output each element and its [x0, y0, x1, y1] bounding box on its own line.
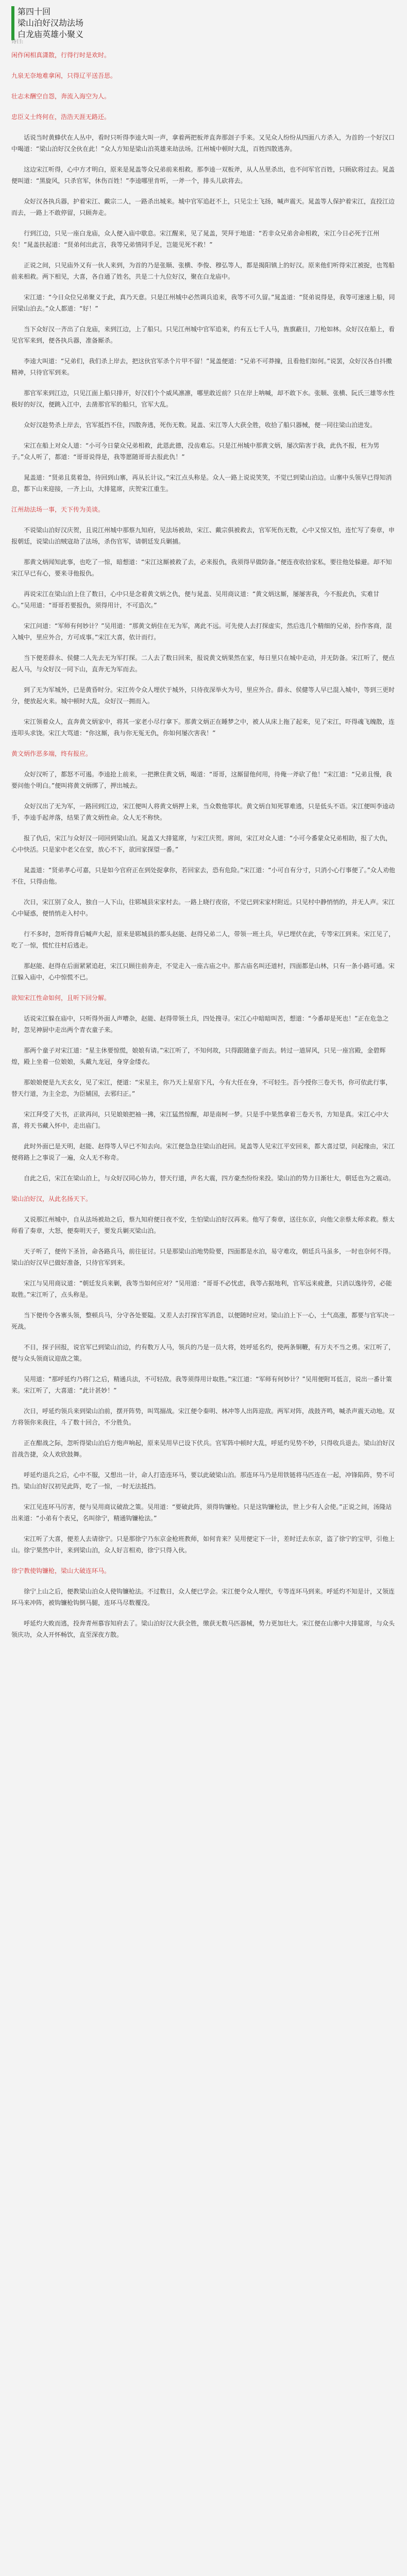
article-paragraph: 众好汉各执兵器，护着宋江、戴宗二人，一路杀出城来。城中官军追赶不上，只见尘土飞扬，喊声震天。晁盖等人保护着宋江，直投江边而去，一路上不敢停留，只顾奔走。	[11, 198, 395, 216]
article-paragraph: 众好汉听了，都怒不可遏。李逵抢上前来，一把揪住黄文炳，喝道：“哥哥，这厮留他何用，待俺一斧砍了他！”宋江道：“兄弟且慢，我要问他个明白。”便叫将黄文炳绑了，押出城去。	[11, 771, 392, 789]
article-paragraph: 呼延灼退兵之后，心中不服，又想出一计，命人打造连环马，要以此破梁山泊。那连环马乃是用铁链将马匹连在一起，冲锋陷阵，势不可挡。梁山泊好汉初见此阵，吃了一惊，一时无法抵挡。	[11, 1471, 395, 1490]
article-paragraph: 正在酣战之际，忽听得梁山泊后方炮声响起，原来吴用早已设下伏兵。官军阵中顿时大乱，呼延灼见势不妙，只得收兵退去。梁山泊好汉首战告捷，众人欢欣鼓舞。	[11, 1439, 395, 1458]
article-paragraph: 到了无为军城外，已是黄昏时分。宋江传令众人埋伏于城外，只待夜深举火为号，里应外合。薛永、侯健等人早已混入城中，等到三更时分，便放起火来。城中顿时大乱，众好汉一拥而入。	[11, 686, 395, 705]
article-paragraph: 当下便差薛永、侯健二人先去无为军打探。二人去了数日回来，报说黄文炳果然在家，每日里只在城中走动，并无防备。宋江听了，便点起人马，与众好汉一同下山，直奔无为军而去。	[11, 654, 395, 673]
article-meta: 诗曰:	[11, 39, 24, 45]
article-paragraph: 宋江在船上对众人道：“小可今日蒙众兄弟相救，此恩此德，没齿难忘。只是江州城中那黄文炳，屡次陷害于我，此仇不报，枉为男子。”众人听了，都道：“哥哥说得是，我等愿随哥哥去报此仇！”	[11, 442, 380, 461]
article-paragraph: 自此之后，宋江在梁山泊上，与众好汉同心协力，替天行道，声名大震，四方豪杰纷纷来投。梁山泊的势力日渐壮大，朝廷也为之震动。	[24, 1175, 395, 1182]
article-paragraph: 次日，宋江别了众人，独自一人下山，往郓城县宋家村去。一路上晓行夜宿，不觉已到宋家村附近。只见村中静悄悄的，并无人声。宋江心中疑惑，便悄悄走入村中。	[11, 899, 395, 917]
highlighted-verse: 闲作闲相真潇散，行得行时是欢时。	[11, 52, 111, 59]
article-paragraph: 李逵大叫道：“兄弟们，我们杀上岸去，把这伙官军杀个片甲不留！”晁盖便道：“兄弟不可莽撞，且看他们如何。”说罢，众好汉各自抖擞精神，只待官军到来。	[11, 358, 392, 376]
highlighted-verse: 江州劫法场一事，天下传为美谈。	[11, 506, 105, 513]
article-paragraph: 晁盖道：“贤弟孝心可嘉，只是如今官府正在到处捉拿你，若回家去，恐有危险。”宋江道：“小可自有分寸，只消小心行事便了。”众人劝他不住，只得由他。	[11, 867, 395, 885]
highlighted-verse: 忠臣义士终何在，浩浩天涯无路还。	[11, 113, 111, 121]
article-paragraph: 宋江拜受了天书，正欲再问，只见娘娘把袖一拂，宋江猛然惊醒，却是南柯一梦。只是手中果然拿着三卷天书，方知是真。宋江心中大喜，将天书藏入怀中，走出庙门。	[11, 1111, 389, 1129]
article-paragraph: 话说宋江躲在庙中，只听得外面人声嘈杂，赵能、赵得带领土兵，四处搜寻。宋江心中暗暗叫苦，想道：“今番却是死也！”正在危急之时，忽见神厨中走出两个青衣童子来。	[11, 1015, 389, 1033]
article-paragraph: 那娘娘便是九天玄女，见了宋江，便道：“宋星主，你乃天上星宿下凡，今有大任在身，不可轻生。吾今授你三卷天书，你可依此行事，替天行道，为主全忠，为臣辅国，去邪归正。”	[11, 1079, 392, 1097]
article-paragraph: 晁盖道：“贤弟且莫着急，待回到山寨，再从长计议。”宋江点头称是。众人一路上说说笑笑，不觉已到梁山泊边。山寨中头领早已得知消息，都下山来迎接，一齐上山，大排筵席，庆贺宋江重生。	[11, 474, 392, 493]
article-body	[11, 49, 396, 1650]
article-paragraph: 宋江见连环马厉害，便与吴用商议破敌之策。吴用道：“要破此阵，须得钩镰枪。只是这钩镰枪法，世上少有人会使。”正说之间，汤隆站出来道：“小弟有个表兄，名叫徐宁，精通钩镰枪法。”	[11, 1503, 392, 1522]
article-paragraph: 呼延灼大败而逃，投奔青州慕容知府去了。梁山泊好汉大获全胜，缴获无数马匹器械，势力更加壮大。宋江便在山寨中大排筵席，与众头领庆功，众人开怀畅饮，直至深夜方散。	[11, 1620, 395, 1638]
article-paragraph: 当下便传令各寨头领，整顿兵马，分守各处要隘。又差人去打探官军消息，以便随时应对。梁山泊上下一心，士气高涨，都要与官军决一死战。	[11, 1312, 395, 1330]
article-paragraph: 行到江边，只见一座白龙庙，众人便入庙中歇息。宋江醒来，见了晁盖，哭拜于地道：“若非众兄弟舍命相救，宋江今日必死于江州矣！”晁盖扶起道：“贤弟何出此言，我等兄弟情同手足，岂能见死不救！”	[11, 230, 380, 248]
highlighted-verse: 壮志未酬空自怨，奔流入海空为人。	[11, 93, 111, 100]
highlighted-verse: 黄文炳作恶多端，终有报应。	[11, 750, 92, 757]
article-paragraph: 这边宋江听得，心中方才明白，原来是晁盖等众兄弟前来相救。那李逵一双板斧，从人丛里杀出，也不问军官百姓，只顾砍将过去。晁盖便叫道：“黑旋风，只杀官军，休伤百姓！”李逵哪里肯听，一斧一个，排头儿砍将去。	[11, 166, 395, 184]
article-paragraph: 天子听了，便传下圣旨，命各路兵马，前往征讨。只是那梁山泊地势险要，四面都是水泊，易守难攻，朝廷兵马虽多，一时也奈何不得。梁山泊好汉早已做好准备，只待官军到来。	[11, 1248, 395, 1266]
article-paragraph: 话说当时黄蜂伏在人丛中，看时只听得李逵大叫一声，拿着两把板斧直奔那刽子手来。又见众人纷纷从四面八方杀入，为首的一个好汉口中喝道：“梁山泊好汉全伙在此！”众人方知是梁山泊英雄来劫法场。江州城中顿时大乱，百姓四散逃奔。	[11, 134, 395, 152]
article-paragraph: 宋江听了大喜，便差人去请徐宁。只是那徐宁乃东京金枪班教师，如何肯来？吴用便定下一计，差时迁去东京，盗了徐宁的宝甲，引他上山。徐宁果然中计，来到梁山泊，众人好言相劝，徐宁只得入伙。	[11, 1535, 395, 1554]
article-paragraph: 行不多时，忽听得背后喊声大起，原来是郓城县的都头赵能、赵得兄弟二人，带领一班土兵，早已埋伏在此，专等宋江到来。宋江见了，吃了一惊，慌忙往村后逃走。	[11, 930, 395, 949]
article-paragraph: 当下众好汉一齐出了白龙庙，来到江边，上了船只。只见江州城中官军追来，约有五七千人马，旌旗蔽日，刀枪如林。众好汉在船上，看见官军来到，便各执兵器，准备厮杀。	[11, 326, 395, 344]
highlighted-verse: 九泉无奈地难拿闲，只得辽平送吾思。	[11, 72, 117, 79]
article-paragraph: 此时外面已是天明，赵能、赵得等人早已不知去向。宋江便急急往梁山泊赶回。晁盖等人见宋江平安回来，都大喜过望，问起缘由，宋江便将路上之事说了一遍，众人无不称奇。	[11, 1143, 395, 1161]
article-paragraph: 宋江领着众人，直奔黄文炳家中，将其一家老小尽行拿下。那黄文炳正在睡梦之中，被人从床上拖了起来，见了宋江，吓得魂飞魄散，连连叩头求饶。宋江大骂道：“你这厮，我与你无冤无仇，你如何屡次害我！”	[11, 718, 395, 737]
article-paragraph: 宋江问道：“军师有何妙计？”吴用道：“那黄文炳住在无为军，离此不远。可先使人去打探虚实，然后选几个精细的兄弟，扮作客商，混入城中，里应外合，方可成事。”宋江大喜，依计而行。	[11, 622, 392, 641]
article-paragraph: 正说之间，只见庙外又有一伙人来到，为首的乃是张顺、张横、李俊、穆弘等人，都是揭阳镇上的好汉。原来他们听得宋江被捉，也驾船前来相救。两下相见，大喜，各自通了姓名，共是二十九位好汉，聚在白龙庙中。	[11, 262, 395, 280]
chapter-title-line-1: 梁山泊好汉劫法场	[18, 18, 84, 28]
highlighted-verse: 徐宁教使钩镰枪，梁山大破连环马。	[11, 1567, 111, 1574]
article-paragraph: 报了仇后，宋江与众好汉一同回到梁山泊。晁盖又大排筵席，与宋江庆贺。席间，宋江对众人道：“小可今番蒙众兄弟相助，报了大仇，心中快活。只是家中老父在堂，放心不下，欲回家探望一番。”	[11, 835, 392, 853]
article-paragraph: 那赵能、赵得在后面紧紧追赶，宋江只顾往前奔走，不觉走入一座古庙之中。那古庙名叫还道村，四面都是山林，只有一条小路可通。宋江躲入庙中，心中惊慌不已。	[11, 962, 395, 981]
article-paragraph: 那两个童子对宋江道：“星主休要惊慌，娘娘有请。”宋江听了，不知何故，只得跟随童子而去。转过一道屏风，只见一座宫殿，金碧辉煌，殿上坐着一位娘娘，头戴九龙冠，身穿金缕衣。	[11, 1047, 386, 1065]
article-paragraph: 不日，探子回报，说官军已到梁山泊边，约有数万人马，领兵的乃是一员大将，姓呼延名灼，使两条铜鞭，有万夫不当之勇。宋江听了，便与众头领商议迎敌之策。	[11, 1344, 395, 1362]
article-paragraph: 再说宋江在梁山泊上住了数日，心中只是念着黄文炳之仇，便与晁盖、吴用商议道：“黄文炳这厮，屡屡害我，今不报此仇，实难甘心。”吴用道：“哥哥若要报仇，须得用计，不可造次。”	[11, 590, 380, 609]
article-paragraph: 又说那江州城中，自从法场被劫之后，蔡九知府便日夜不安，生怕梁山泊好汉再来。他写了奏章，送往东京，向他父亲蔡太师求救。蔡太师看了奏章，大怒，便奏明天子，要发兵剿灭梁山泊。	[11, 1216, 395, 1234]
chapter-title-block	[11, 6, 100, 40]
article-paragraph: 宋江道：“今日众位兄弟聚义于此，真乃天意。只是江州城中必然调兵追来，我等不可久留。”晁盖道：“贤弟说得是，我等可速速上船，同回梁山泊去。”众人都道：“好！”	[11, 294, 395, 312]
article-paragraph: 那官军来到江边，只见江面上船只排开，好汉们个个威风凛凛，哪里敢近前？只在岸上呐喊，却不敢下水。张顺、张横、阮氏三雄等水性极好的好汉，便跳入江中，去凿那官军的船只，官军大乱。	[11, 389, 395, 408]
article-paragraph: 宋江与吴用商议道：“朝廷发兵来剿，我等当如何应对？”吴用道：“哥哥不必忧虑，我等占据地利，官军远来疲惫，只消以逸待劳，必能取胜。”宋江听了，点头称是。	[11, 1280, 392, 1298]
article-paragraph: 众好汉出了无为军，一路回到江边，宋江便叫人将黄文炳押上来，当众数他罪状。黄文炳自知死罪难逃，只是低头不语。宋江便叫李逵动手，李逵手起斧落，结果了黄文炳性命。众人无不称快。	[11, 803, 395, 821]
highlighted-verse: 梁山泊好汉，从此名扬天下。	[11, 1195, 92, 1202]
article-paragraph: 众好汉趁势杀上岸去，官军抵挡不住，四散奔逃，死伤无数。晁盖、宋江等人大获全胜，收拾了船只器械，便一同往梁山泊进发。	[24, 421, 377, 429]
chapter-title-line-2: 白龙庙英雄小聚义	[18, 29, 84, 39]
chapter-number: 第四十回	[18, 7, 51, 16]
article-paragraph: 吴用道：“那呼延灼乃将门之后，精通兵法，不可轻敌。我等须得用计取胜。”宋江道：“军师有何妙计？”吴用便附耳低言，说出一番计策来。宋江听了，大喜道：“此计甚妙！”	[11, 1376, 392, 1394]
article-paragraph: 那黄文炳闻知此事，也吃了一惊，暗想道：“宋江这厮被救了去，必来报仇，我须得早做防备。”便连夜收拾家私，要往他处躲避。却不知宋江早已有心，要来寻他报仇。	[11, 558, 392, 577]
article-paragraph: 不说梁山泊好汉庆贺，且说江州城中那蔡九知府，见法场被劫，宋江、戴宗俱被救去，官军死伤无数，心中又惊又怕，连忙写了奏章，申报朝廷，说梁山泊贼寇劫了法场，杀伤官军，请朝廷发兵剿捕。	[11, 527, 395, 545]
article-paragraph: 徐宁上山之后，便教梁山泊众人使钩镰枪法。不过数日，众人便已学会。宋江便令众人埋伏，专等连环马到来。呼延灼不知是计，又领连环马来冲阵，被钩镰枪钩倒马腿，连环马尽数覆没。	[11, 1588, 395, 1606]
article-paragraph: 次日，呼延灼领兵来到梁山泊前，摆开阵势，叫骂搦战。宋江便令秦明、林冲等人出阵迎敌。两军对阵，战鼓齐鸣，喊杀声震天动地。双方将领你来我往，斗了数十回合，不分胜负。	[11, 1408, 395, 1426]
highlighted-verse: 欲知宋江性命如何，且听下回分解。	[11, 994, 111, 1002]
